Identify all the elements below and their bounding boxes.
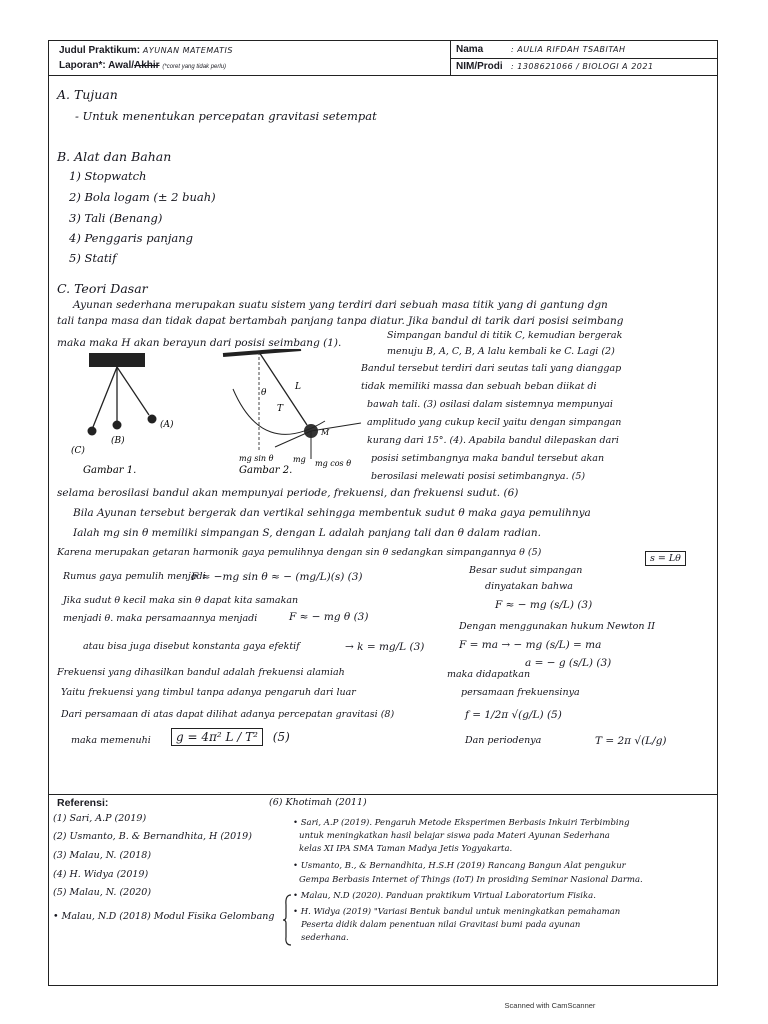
teori-line: Dari persamaan di atas dapat dilihat adanya percepatan gravitasi (8) xyxy=(61,709,395,720)
ref-right-item: • Sari, A.P (2019). Pengaruh Metode Eksperimen Berbasis Inkuiri Terbimbing xyxy=(293,818,630,828)
svg-text:θ: θ xyxy=(261,388,267,398)
teori-line: maka memenuhi xyxy=(71,735,151,746)
ref-left-item: (1) Sari, A.P (2019) xyxy=(53,813,147,824)
nim-value: : 1308621066 / BIOLOGI A 2021 xyxy=(511,62,654,71)
tujuan-item: - Untuk menentukan percepatan gravitasi setempat xyxy=(75,109,377,123)
laporan-note: (*coret yang tidak perlu) xyxy=(162,64,227,70)
teori-line: Yaitu frekuensi yang timbul tanpa adanya pengaruh dari luar xyxy=(61,687,356,698)
formula-s-box: s = Lθ xyxy=(645,551,686,566)
teori-line: menuju B, A, C, B, A lalu kembali ke C. Lagi (2) xyxy=(387,346,615,357)
teori-line: dinyatakan bahwa xyxy=(485,581,573,592)
ref-right-item: (6) Khotimah (2011) xyxy=(269,797,367,808)
teori-line: Ialah mg sin θ memiliki simpangan S, dengan L adalah panjang tali dan θ dalam radian. xyxy=(73,527,541,539)
ref-right-item: • H. Widya (2019) "Variasi Bentuk bandul untuk meningkatkan pemahaman xyxy=(293,907,621,917)
bob-a xyxy=(148,415,157,424)
nim-label: NIM/Prodi xyxy=(456,61,503,72)
formula-freq: f = 1/2π √(g/L) (5) xyxy=(465,709,562,721)
formula-k: → k = mg/L (3) xyxy=(345,641,425,653)
referensi-label: Referensi: xyxy=(57,797,109,809)
nama-label: Nama xyxy=(456,44,484,55)
teori-line: berosilasi melewati posisi setimbangnya. (5) xyxy=(371,471,586,482)
formula-g-box: g = 4π² L / T² xyxy=(171,728,263,746)
teori-line: Rumus gaya pemulih menjadi xyxy=(63,571,206,582)
header-divider-h xyxy=(450,58,718,59)
teori-line: Simpangan bandul di titik C, kemudian bergerak xyxy=(387,330,623,341)
fig-label: (A) xyxy=(160,420,174,430)
teori-line: Frekuensi yang dihasilkan bandul adalah frekuensi alamiah xyxy=(57,667,345,678)
judul-label: Judul Praktikum: xyxy=(59,45,141,56)
judul-row xyxy=(59,45,233,56)
ref-left-item: • Malau, N.D (2018) Modul Fisika Gelombang xyxy=(53,911,275,922)
tujuan-heading: A. Tujuan xyxy=(57,87,118,102)
teori-line: maka maka H akan berayun dari posisi seimbang (1). xyxy=(57,337,342,349)
alat-item: 2) Bola logam (± 2 buah) xyxy=(69,190,216,204)
formula-g xyxy=(171,728,290,746)
ref-left-item: (2) Usmanto, B. & Bernandhita, H (2019) xyxy=(53,831,252,842)
formula-g-number: (5) xyxy=(272,730,290,744)
alat-item: 1) Stopwatch xyxy=(69,169,147,183)
fig-label: (C) xyxy=(71,446,85,456)
formula-f3: F ≈ − mg θ (3) xyxy=(289,611,369,623)
teori-line: kurang dari 15°. (4). Apabila bandul dilepaskan dari xyxy=(367,435,619,446)
fig-label: (B) xyxy=(111,436,125,446)
laporan-row xyxy=(59,60,226,71)
teori-line: amplitudo yang cukup kecil yaitu dengan simpangan xyxy=(367,417,622,428)
alat-heading: B. Alat dan Bahan xyxy=(57,149,172,164)
bracket-mark xyxy=(283,893,293,947)
teori-line: Karena merupakan getaran harmonik gaya pemulihnya dengan sin θ sedangkan simpangannya θ (5) xyxy=(57,547,542,558)
bob-c xyxy=(88,427,97,436)
worksheet-page xyxy=(48,40,718,986)
nama-value: : AULIA RIFDAH TSABITAH xyxy=(511,45,626,54)
judul-value: AYUNAN MATEMATIS xyxy=(142,46,233,55)
ref-right-item: Peserta didik dalam penentuan nilai Gravitasi bumi pada ayunan xyxy=(301,920,581,930)
alat-item: 4) Penggaris panjang xyxy=(69,231,194,245)
ref-left-item: (5) Malau, N. (2020) xyxy=(53,887,152,898)
teori-line: posisi setimbangnya maka bandul tersebut akan xyxy=(371,453,605,464)
teori-line: atau bisa juga disebut konstanta gaya efektif xyxy=(83,641,300,652)
svg-text:M: M xyxy=(321,428,330,437)
formula-f4: F = ma → − mg (s/L) = ma xyxy=(459,639,602,651)
svg-text:mg cos θ: mg cos θ xyxy=(315,459,352,468)
teori-line: Ayunan sederhana merupakan suatu sistem yang terdiri dari sebuah masa titik yang di gantung dgn xyxy=(73,299,608,311)
teori-line: Dan periodenya xyxy=(465,735,542,746)
ref-left-item: (3) Malau, N. (2018) xyxy=(53,850,152,861)
ref-right-item: • Malau, N.D (2020). Panduan praktikum Virtual Laboratorium Fisika. xyxy=(293,891,596,901)
teori-line: Bila Ayunan tersebut bergerak dan vertikal sehingga membentuk sudut θ maka gaya pemulihnya xyxy=(73,507,591,519)
laporan-strike: Akhir xyxy=(134,60,160,71)
fig-caption: Gambar 1. xyxy=(83,465,137,476)
svg-text:T: T xyxy=(277,404,284,414)
alat-item: 3) Tali (Benang) xyxy=(69,211,163,225)
statif-bar xyxy=(89,353,145,367)
teori-line: tidak memiliki massa dan sebuah beban diikat di xyxy=(361,381,597,392)
scanner-watermark: Scanned with CamScanner xyxy=(504,1001,596,1010)
svg-text:mg: mg xyxy=(293,455,306,464)
teori-line: selama berosilasi bandul akan mempunyai periode, frekuensi, dan frekuensi sudut. (6) xyxy=(57,487,519,499)
teori-line: bawah tali. (3) osilasi dalam sistemnya mempunyai xyxy=(367,399,613,410)
ref-right-item: • Usmanto, B., & Bernandhita, H.S.H (2019) Rancang Bangun Alat pengukur xyxy=(293,861,626,871)
ref-left-item: (4) H. Widya (2019) xyxy=(53,869,149,880)
fig-caption: Gambar 2. xyxy=(239,465,293,476)
reference-divider xyxy=(49,794,717,795)
teori-line: persamaan frekuensinya xyxy=(461,687,580,698)
alat-item: 5) Statif xyxy=(69,251,117,265)
formula-f2: F ≈ − mg (s/L) (3) xyxy=(495,599,593,611)
bob-b xyxy=(113,421,122,430)
teori-line: maka didapatkan xyxy=(447,669,531,680)
header-table xyxy=(49,41,717,76)
teori-line: tali tanpa masa dan tidak dapat bertambah panjang tanpa diatur. Jika bandul di tarik dari posisi seimbang xyxy=(57,315,624,327)
teori-line: menjadi θ. maka persamaannya menjadi xyxy=(63,613,258,624)
ref-right-item: kelas XI IPA SMA Taman Madya Jetis Yogyakarta. xyxy=(299,844,513,854)
teori-line: Jika sudut θ kecil maka sin θ dapat kita samakan xyxy=(63,595,299,606)
svg-text:L: L xyxy=(295,382,301,392)
formula-f5: a = − g (s/L) (3) xyxy=(525,657,612,669)
pendulum-figure xyxy=(63,349,363,477)
teori-line: Bandul tersebut terdiri dari seutas tali yang dianggap xyxy=(361,363,622,374)
ref-right-item: sederhana. xyxy=(301,933,349,943)
laporan-label: Laporan*: Awal/ xyxy=(59,60,135,71)
teori-line: Dengan menggunakan hukum Newton II xyxy=(459,621,655,632)
formula-period: T = 2π √(L/g) xyxy=(595,735,667,747)
ref-right-item: Gempa Berbasis Internet of Things (IoT) In prosiding Seminar Nasional Darma. xyxy=(299,875,643,885)
formula-f1: F ≈ −mg sin θ ≈ − (mg/L)(s) (3) xyxy=(191,571,363,583)
teori-line: Besar sudut simpangan xyxy=(469,565,583,576)
svg-text:mg sin θ: mg sin θ xyxy=(239,454,274,463)
teori-heading: C. Teori Dasar xyxy=(57,281,148,296)
ref-right-item: untuk meningkatkan hasil belajar siswa pada Materi Ayunan Sederhana xyxy=(299,831,610,841)
